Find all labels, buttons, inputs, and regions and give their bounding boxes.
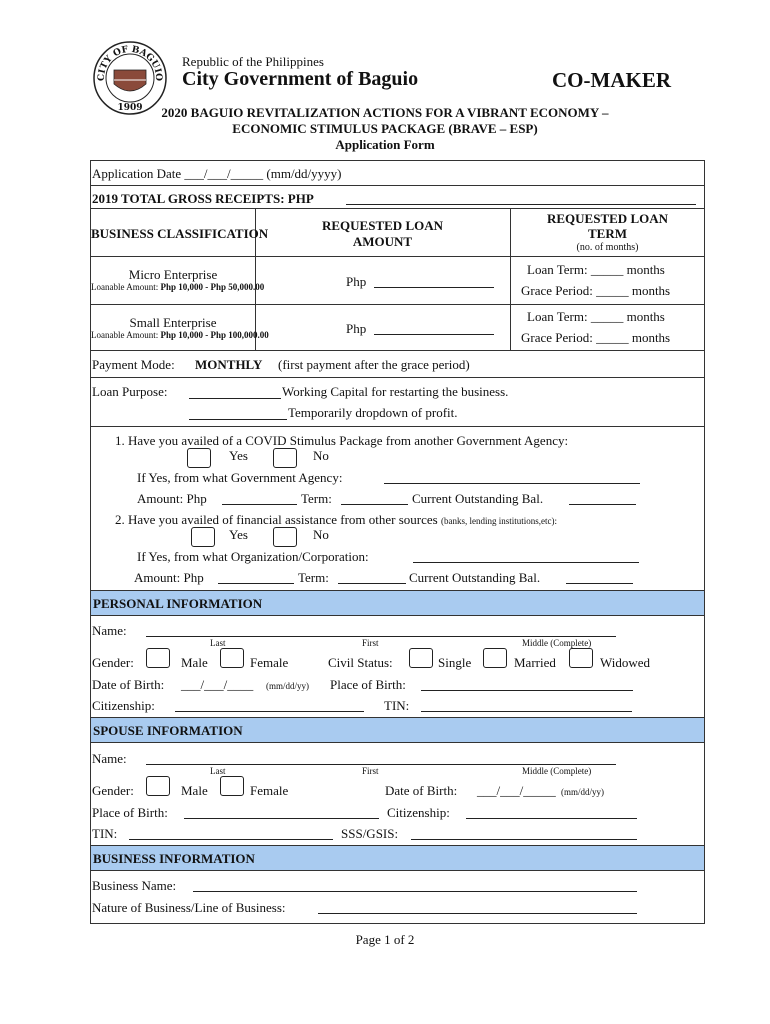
purpose-profit-drop-input[interactable] (189, 407, 287, 420)
personal-first-hint: First (362, 638, 379, 648)
personal-female-checkbox[interactable] (220, 648, 244, 668)
payment-mode-label: Payment Mode: (92, 357, 175, 372)
purpose-profit-drop: Temporarily dropdown of profit. (288, 405, 458, 420)
civil-status-label: Civil Status: (328, 655, 393, 670)
spouse-sss-input[interactable] (411, 827, 637, 840)
program-title-line2: ECONOMIC STIMULUS PACKAGE (BRAVE – ESP) (232, 121, 538, 136)
application-date-field[interactable]: Application Date ___/___/_____ (mm/dd/yyyy) (92, 166, 342, 181)
spouse-dob-input[interactable]: ___/___/_____ (477, 783, 556, 798)
single-label: Single (438, 655, 472, 670)
payment-mode-row (91, 351, 704, 378)
personal-male-checkbox[interactable] (146, 648, 170, 668)
micro-amount-input[interactable] (374, 275, 494, 288)
spouse-sss-label: SSS/GSIS: (341, 826, 399, 841)
spouse-info-header (91, 717, 704, 743)
business-nature-input[interactable] (318, 901, 637, 914)
application-form-label: Application Form (335, 137, 435, 152)
spouse-info-heading: SPOUSE INFORMATION (93, 723, 243, 738)
q1-amount-label: Amount: Php (137, 491, 207, 506)
q2-amount-input[interactable] (218, 571, 294, 584)
married-checkbox[interactable] (483, 648, 507, 668)
q1-no-checkbox[interactable] (273, 448, 297, 468)
spouse-tin-input[interactable] (129, 827, 333, 840)
payment-mode-note: (first payment after the grace period) (278, 357, 470, 372)
loan-table (91, 209, 704, 351)
q2-term-input[interactable] (338, 571, 406, 584)
small-php-label: Php (346, 321, 367, 336)
q1-agency-input[interactable] (384, 471, 640, 484)
spouse-first-hint: First (362, 766, 379, 776)
personal-male-label: Male (181, 655, 208, 670)
q2-balance-input[interactable] (566, 571, 633, 584)
spouse-citizenship-input[interactable] (466, 806, 637, 819)
seal-top-text: CITY OF BAGUIO (96, 44, 164, 82)
spouse-pob-label: Place of Birth: (92, 805, 168, 820)
q2-balance-label: Current Outstanding Bal. (409, 570, 541, 585)
spouse-gender-label: Gender: (92, 783, 134, 798)
col-requested-term-line1: REQUESTED LOAN (547, 211, 668, 226)
small-loanable-amount: Loanable Amount: Php 10,000 - Php 100,000.00 (91, 330, 269, 340)
business-nature-label: Nature of Business/Line of Business: (92, 900, 286, 915)
q1-no-label: No (313, 448, 329, 463)
q2-yes-checkbox[interactable] (191, 527, 215, 547)
loan-purpose-section (91, 378, 704, 590)
col-requested-term-line2: TERM (588, 226, 627, 241)
micro-php-label: Php (346, 274, 367, 289)
col-requested-amount-line1: REQUESTED LOAN (322, 218, 443, 233)
q1-yes-checkbox[interactable] (187, 448, 211, 468)
business-name-label: Business Name: (92, 878, 177, 893)
personal-dob-hint: (mm/dd/yy) (266, 681, 309, 691)
personal-gender-label: Gender: (92, 655, 134, 670)
q2-amount-label: Amount: Php (134, 570, 204, 585)
q2-term-label: Term: (298, 570, 329, 585)
widowed-checkbox[interactable] (569, 648, 593, 668)
question-1: 1. Have you availed of a COVID Stimulus Package from another Government Agency: (115, 433, 569, 448)
personal-info-section (91, 616, 704, 717)
q2-no-label: No (313, 527, 329, 542)
personal-dob-input[interactable]: ___/___/____ (181, 677, 254, 692)
micro-loanable-amount: Loanable Amount: Php 10,000 - Php 50,000.00 (91, 282, 265, 292)
micro-enterprise-label: Micro Enterprise (128, 267, 218, 282)
business-info-header (91, 845, 704, 871)
republic-label: Republic of the Philippines (182, 54, 324, 69)
widowed-label: Widowed (600, 655, 651, 670)
personal-pob-input[interactable] (421, 678, 633, 691)
q2-org-label: If Yes, from what Organization/Corporation: (137, 549, 369, 564)
gross-receipts-row (91, 186, 704, 209)
small-grace-period-field[interactable]: Grace Period: _____ months (521, 330, 671, 345)
col-business-classification: BUSINESS CLASSIFICATION (91, 226, 269, 241)
application-form (90, 160, 705, 924)
personal-citizenship-input[interactable] (175, 699, 364, 712)
q1-yes-label: Yes (229, 448, 248, 463)
married-label: Married (514, 655, 556, 670)
spouse-tin-label: TIN: (92, 826, 118, 841)
business-info-section (91, 871, 704, 923)
spouse-pob-input[interactable] (184, 806, 379, 819)
personal-tin-label: TIN: (384, 698, 410, 713)
micro-grace-period-field[interactable]: Grace Period: _____ months (521, 283, 671, 298)
gross-receipts-label: 2019 TOTAL GROSS RECEIPTS: PHP (92, 191, 314, 206)
personal-female-label: Female (250, 655, 289, 670)
q1-agency-label: If Yes, from what Government Agency: (137, 470, 343, 485)
personal-name-label: Name: (92, 623, 127, 638)
personal-info-heading: PERSONAL INFORMATION (93, 596, 263, 611)
personal-name-input[interactable] (146, 624, 616, 637)
q2-org-input[interactable] (413, 550, 639, 563)
q1-term-label: Term: (301, 491, 332, 506)
q1-term-input[interactable] (341, 492, 408, 505)
spouse-info-section (91, 743, 704, 845)
small-loan-term-field[interactable]: Loan Term: _____ months (527, 309, 665, 324)
spouse-dob-label: Date of Birth: (385, 783, 458, 798)
question-2: 2. Have you availed of financial assistance from other sources (banks, lending institutions,etc): (115, 512, 557, 527)
spouse-female-checkbox[interactable] (220, 776, 244, 796)
spouse-male-checkbox[interactable] (146, 776, 170, 796)
personal-tin-input[interactable] (421, 699, 632, 712)
program-title-line1: 2020 BAGUIO REVITALIZATION ACTIONS FOR A VIBRANT ECONOMY – (161, 105, 609, 120)
personal-pob-label: Place of Birth: (330, 677, 406, 692)
spouse-dob-hint: (mm/dd/yy) (561, 787, 604, 797)
gross-receipts-input[interactable] (346, 192, 696, 205)
application-date-row (91, 161, 704, 186)
q2-no-checkbox[interactable] (273, 527, 297, 547)
spouse-citizenship-label: Citizenship: (387, 805, 450, 820)
city-government-title: City Government of Baguio (182, 68, 419, 90)
seal-year: 1909 (117, 103, 143, 113)
purpose-working-capital: Working Capital for restarting the business. (282, 384, 509, 399)
q1-amount-input[interactable] (222, 492, 297, 505)
spouse-middle-hint: Middle (Complete) (522, 766, 592, 776)
loan-purpose-label: Loan Purpose: (92, 384, 168, 399)
small-amount-input[interactable] (374, 322, 494, 335)
q1-balance-input[interactable] (569, 492, 636, 505)
page-number: Page 1 of 2 (355, 932, 415, 947)
personal-info-header (91, 590, 704, 616)
spouse-name-input[interactable] (146, 752, 616, 765)
single-checkbox[interactable] (409, 648, 433, 668)
spouse-male-label: Male (181, 783, 208, 798)
personal-citizenship-label: Citizenship: (92, 698, 155, 713)
col-requested-amount-line2: AMOUNT (352, 234, 413, 249)
col-term-unit: (no. of months) (576, 242, 639, 253)
q1-balance-label: Current Outstanding Bal. (412, 491, 544, 506)
personal-middle-hint: Middle (Complete) (522, 638, 592, 648)
personal-dob-label: Date of Birth: (92, 677, 165, 692)
business-name-input[interactable] (193, 879, 637, 892)
q2-yes-label: Yes (229, 527, 248, 542)
form-type-title: CO-MAKER (552, 68, 671, 92)
spouse-last-hint: Last (210, 766, 226, 776)
small-enterprise-label: Small Enterprise (129, 315, 217, 330)
spouse-female-label: Female (250, 783, 289, 798)
payment-mode-value: MONTHLY (195, 357, 263, 372)
spouse-name-label: Name: (92, 751, 127, 766)
business-info-heading: BUSINESS INFORMATION (93, 851, 255, 866)
purpose-working-capital-input[interactable] (189, 386, 281, 399)
micro-loan-term-field[interactable]: Loan Term: _____ months (527, 262, 665, 277)
personal-last-hint: Last (210, 638, 226, 648)
